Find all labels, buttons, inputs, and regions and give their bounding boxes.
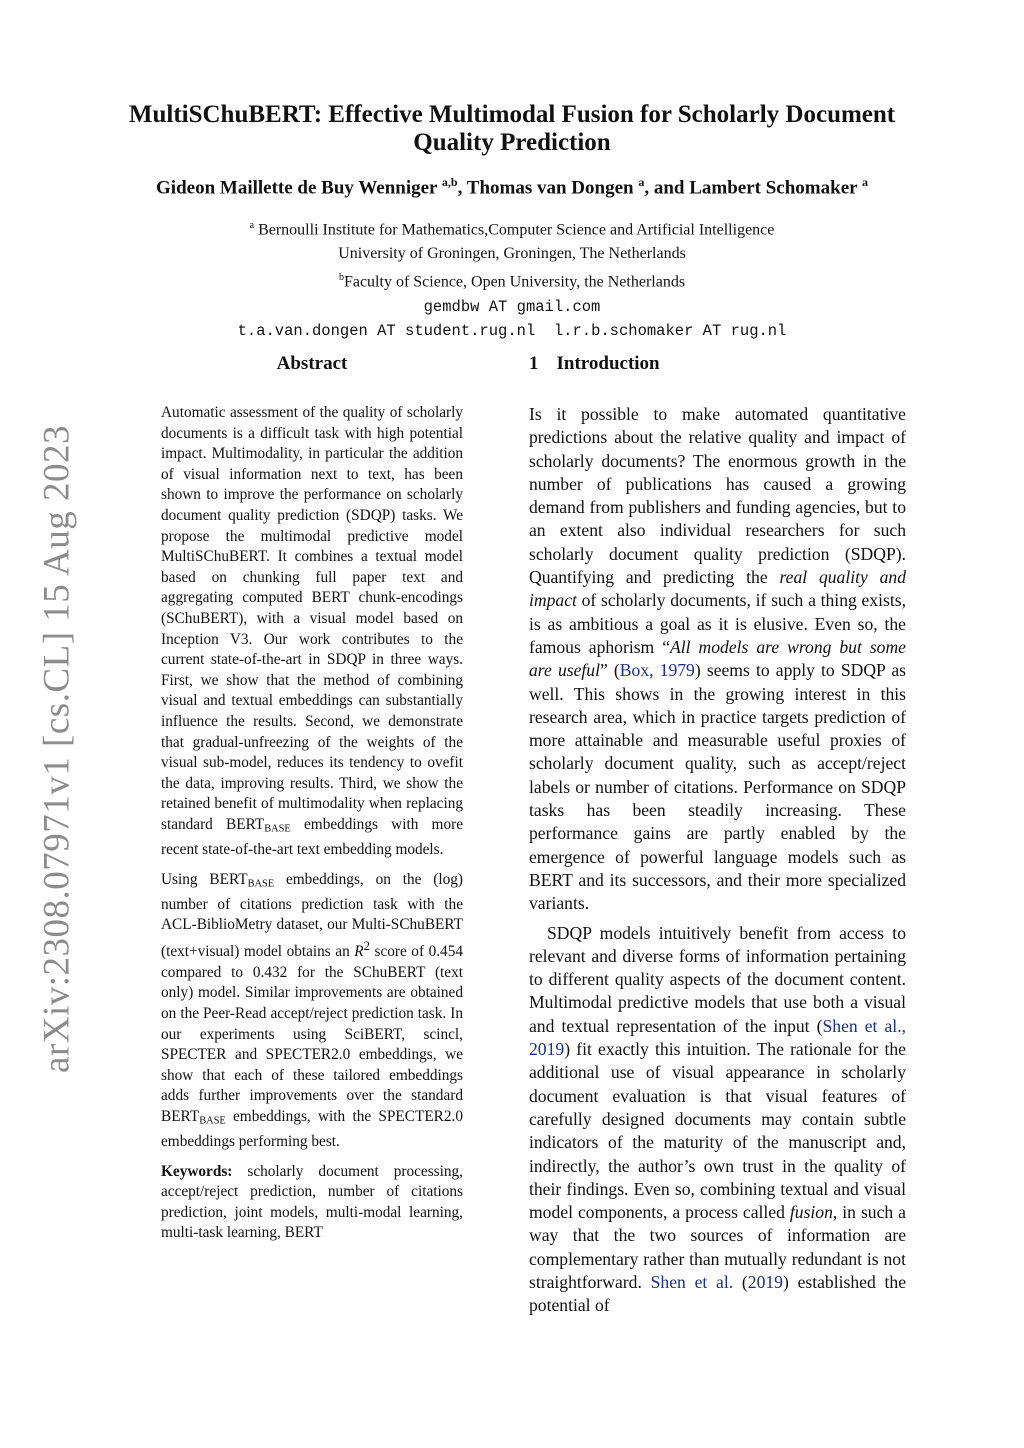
- author-3-affil-mark: a: [861, 175, 868, 189]
- abstract-p2-d: embeddings, with the SPECTER2.0 embeddings performing best.: [161, 1107, 463, 1151]
- abstract-paragraph-1: [161, 403, 463, 861]
- abstract-p2-subscript-1: BASE: [247, 878, 275, 890]
- abstract-r-symbol: R: [354, 943, 364, 961]
- intro-p2-emphasis: fusion: [789, 1202, 833, 1223]
- citation-link-shen-et-al[interactable]: Shen et al.: [650, 1271, 734, 1292]
- intro-p1-emphasis-1: real quality and impact: [529, 567, 906, 611]
- keywords-label: Keywords:: [161, 1162, 233, 1180]
- keywords-paragraph: [161, 1162, 463, 1244]
- intro-p2-c: , in such a way that the two sources of information are complementary rather than mutually redundant is not straightforward.: [529, 1202, 906, 1292]
- section-number: 1: [529, 353, 539, 374]
- email-line-2: [60, 319, 964, 343]
- introduction-column: [529, 352, 906, 1324]
- intro-p1-a: Is it possible to make automated quantitative predictions about the relative quality and impact of scholarly documents? The enormous growth in the number of publications has caused a growing demand from publishers and funding agencies, but to an extent also individual researchers for such scholarly document quality prediction (SDQP). Quantifying and predicting the: [529, 404, 906, 588]
- author-separator-2: , and: [644, 177, 690, 199]
- author-1: Gideon Maillette de Buy Wenniger: [156, 177, 438, 199]
- keywords-text: scholarly document processing, accept/reject prediction, number of citations prediction, joint models, multi-modal learning, multi-task learning, BERT: [161, 1162, 463, 1242]
- affiliations-block: [60, 214, 964, 343]
- abstract-paragraph-2: [161, 870, 463, 1153]
- abstract-p1-subscript: BASE: [264, 823, 291, 835]
- intro-p2-a: SDQP models intuitively benefit from access to relevant and diverse forms of information pertaining to different quality aspects of the document content. Multimodal predictive models that use both a visual and textual representation of the input (: [529, 922, 906, 1036]
- affiliation-a-line-2: University of Groningen, Groningen, The Netherlands: [338, 245, 686, 263]
- intro-p1-b: of scholarly documents, if such a thing exists, is as ambitious a goal as it is elusive. Even so, the famous aphorism “: [529, 590, 906, 657]
- affiliation-a-text: Bernoulli Institute for Mathematics,Computer Science and Artificial Intelligence: [254, 221, 775, 239]
- paper-title: [60, 101, 964, 157]
- affiliation-b-line: [60, 266, 964, 294]
- citation-link-box-1979[interactable]: Box, 1979: [619, 660, 695, 681]
- title-line-1: MultiSChuBERT: Effective Multimodal Fusion for Scholarly Document: [128, 101, 896, 128]
- author-3: Lambert Schomaker: [689, 177, 858, 199]
- intro-p1-d: ) seems to apply to SDQP as well. This shows in the growing interest in this research area, which in practice targets prediction of more attainable and measurable useful proxies of scholarly document quality, such as accept/reject labels or number of citations. Performance on SDQP tasks has been steadily increasing. These performance gains are partly enabled by the emergence of powerful language models such as BERT and its successors, and their more specialized variants.: [529, 660, 906, 914]
- abstract-p1-end: embeddings with more recent state-of-the-art text embedding models.: [161, 815, 463, 859]
- affiliation-b-mark: b: [338, 272, 344, 284]
- abstract-p2-a: Using BERT: [161, 870, 248, 888]
- author-1-affil-mark: a,b: [441, 175, 458, 189]
- email-3: l.r.b.schomaker AT rug.nl: [553, 321, 787, 340]
- author-2-affil-mark: a: [638, 175, 645, 189]
- affiliation-a-line-1: [60, 214, 964, 242]
- affiliation-a-mark: a: [249, 220, 255, 231]
- introduction-heading: [529, 352, 906, 376]
- abstract-r-superscript: 2: [363, 939, 370, 954]
- abstract-column: [161, 352, 463, 1253]
- email-2: t.a.van.dongen AT student.rug.nl: [237, 321, 536, 340]
- abstract-p2-subscript-2: BASE: [199, 1115, 226, 1127]
- author-2: Thomas van Dongen: [466, 177, 634, 199]
- arxiv-identifier-text: arXiv:2308.07971v1 [cs.CL] 15 Aug 2023: [36, 425, 78, 1073]
- abstract-p2-b: embeddings, on the (log) number of citations prediction task with the ACL-BiblioMetry dataset, our Multi-SChuBERT (text+visual) model obtains an: [161, 870, 464, 961]
- citation-link-shen-2019[interactable]: Shen et al., 2019: [529, 1015, 906, 1060]
- intro-p1-emphasis-2: All models are wrong but some are useful: [529, 636, 906, 681]
- intro-paragraph-2: [529, 922, 906, 1318]
- intro-p2-e: ) established the potential of: [529, 1271, 907, 1316]
- citation-link-2019[interactable]: 2019: [747, 1271, 783, 1292]
- author-separator-1: ,: [457, 177, 467, 199]
- email-1: gemdbw AT gmail.com: [423, 297, 601, 316]
- intro-p1-c: ” (: [599, 660, 620, 681]
- author-list: [60, 169, 964, 201]
- abstract-p1-text: Automatic assessment of the quality of scholarly documents is a difficult task with high potential impact. Multimodality, in particular the addition of visual information next to text, has been shown to improve the performance on scholarly document quality prediction (SDQP) tasks. We propose the multimodal predictive model MultiSChuBERT. It combines a textual model based on chunking full paper text and aggregating computed BERT chunk-encodings (SChuBERT), with a visual model based on Inception V3. Our work contributes to the current state-of-the-art in SDQP in three ways. First, we show that the method of combining visual and textual embeddings can substantially influence the results. Second, we demonstrate that gradual-unfreezing of the weights of the visual sub-model, reduces its tendency to ovefit the data, improving results. Third, we show the retained benefit of multimodality when replacing standard BERT: [161, 404, 463, 833]
- intro-paragraph-1: [529, 403, 906, 916]
- intro-p2-b: ) fit exactly this intuition. The rationale for the additional use of visual appearance in scholarly document evaluation is that visual features of carefully designed documents may contain subtle indicators of the maturity of the manuscript and, indirectly, the author’s own trust in the quality of their findings. Even so, combining textual and visual model components, a process called: [529, 1039, 906, 1223]
- title-line-2: Quality Prediction: [413, 129, 611, 156]
- intro-p2-d: (: [733, 1271, 748, 1292]
- section-title: Introduction: [556, 353, 660, 374]
- abstract-p2-c: score of 0.454 compared to 0.432 for the SChuBERT (text only) model. Similar improvements are obtained on the Peer-Read accept/reject prediction task. In our experiments using SciBERT, scincl, SPECTER and SPECTER2.0 embeddings, we show that each of these tailored embeddings adds further improvements over the standard BERT: [161, 943, 463, 1125]
- abstract-heading: Abstract: [276, 353, 348, 374]
- email-line-1: [60, 295, 964, 319]
- affiliation-b-text: Faculty of Science, Open University, the Netherlands: [343, 273, 686, 291]
